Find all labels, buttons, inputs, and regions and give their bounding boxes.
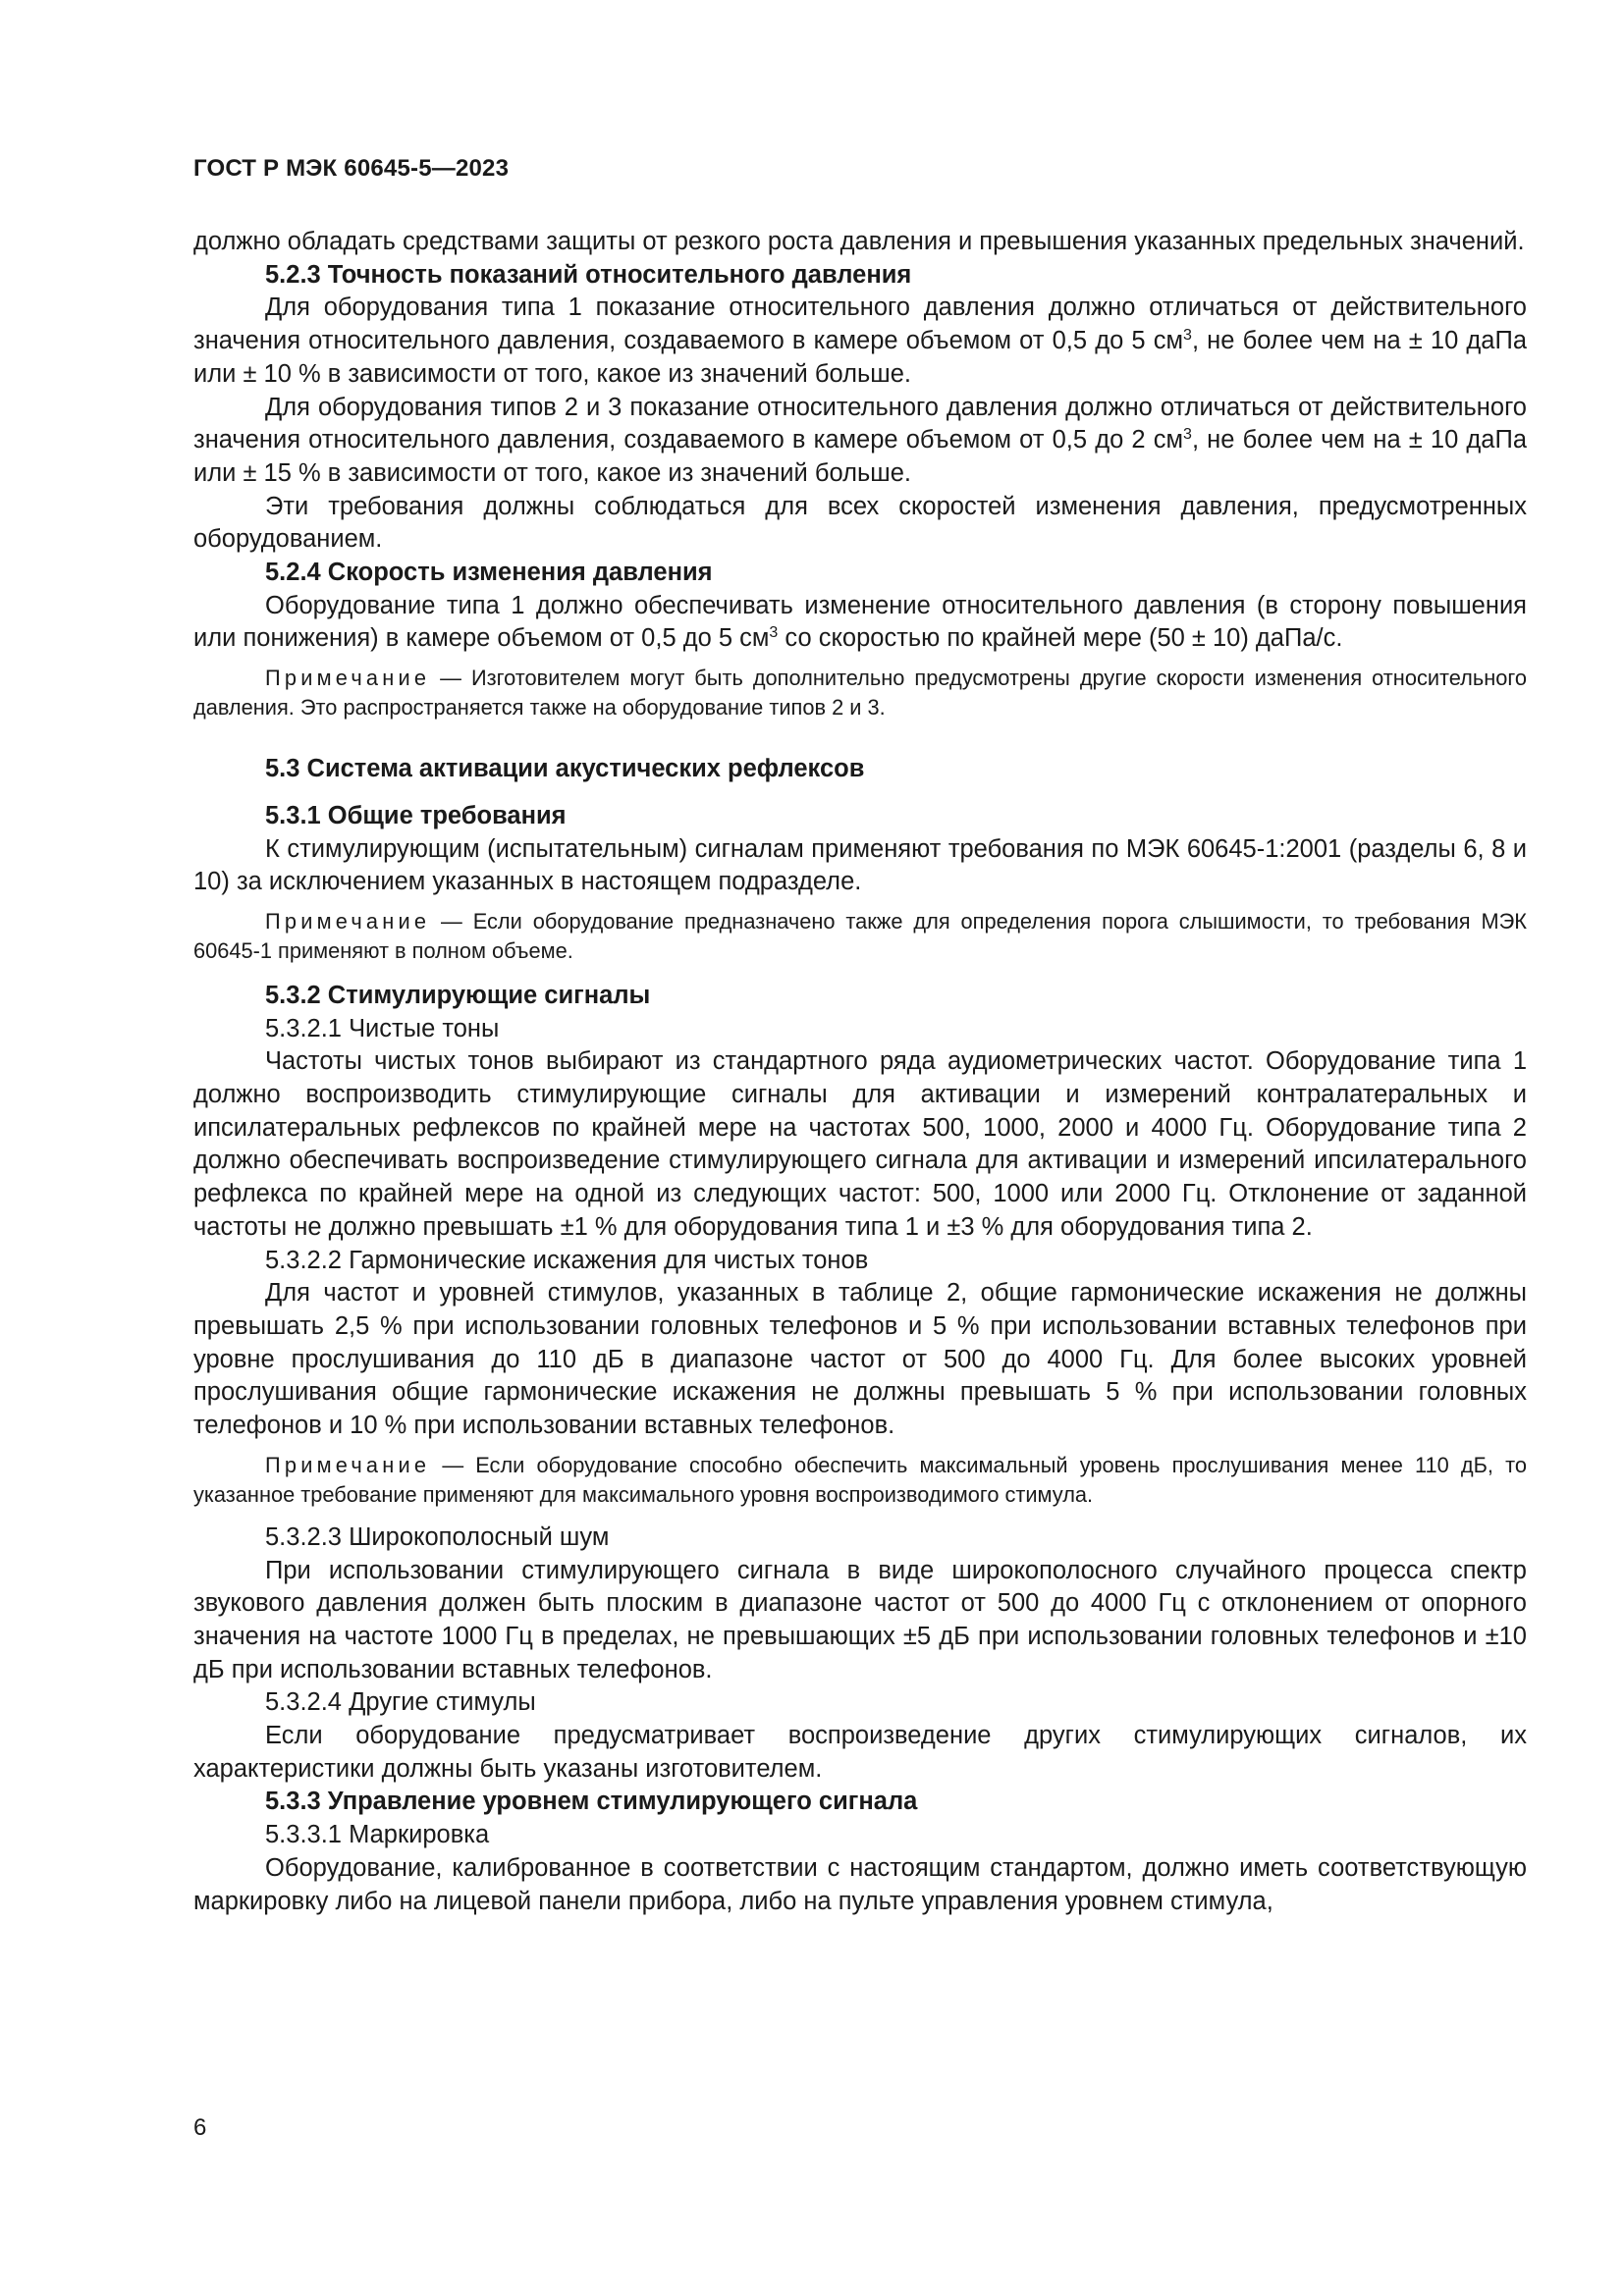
paragraph: Оборудование, калиброванное в соответствии с настоящим стандартом, должно иметь соответствующую маркировку либо на лицевой панели прибора, либо на пульте управления уровнем стимула, xyxy=(193,1853,1527,1915)
note: Примечание — Изготовителем могут быть дополнительно предусмотрены другие скорости изменения относительного давления. Это распространяется также на оборудование типов 2 и 3. xyxy=(193,666,1527,721)
document-body xyxy=(193,226,1527,1918)
subheading-5-3-3-1: 5.3.3.1 Маркировка xyxy=(265,1821,490,1849)
heading-5-3-1: 5.3.1 Общие требования xyxy=(265,801,567,829)
heading-5-3-2: 5.3.2 Стимулирующие сигналы xyxy=(265,981,651,1009)
note-label: Примечание xyxy=(265,1452,431,1477)
subheading-5-3-2-1: 5.3.2.1 Чистые тоны xyxy=(265,1014,500,1042)
paragraph: должно обладать средствами защиты от резкого роста давления и превышения указанных предельных значений. xyxy=(193,228,1525,255)
note-label: Примечание xyxy=(265,666,431,691)
paragraph: Частоты чистых тонов выбирают из стандартного ряда аудиометрических частот. Оборудование типа 1 должно воспроизводить стимулирующие сигналы для активации и измерений контралатеральных и ипсилатеральных рефлексов по крайней мере на частотах 500, 1000, 2000 и 4000 Гц. Оборудование типа 2 должно обеспечивать воспроизведение стимулирующего сигнала для активации и измерений ипсилатерального рефлекса по крайней мере на одной из следующих частот: 500, 1000 или 2000 Гц. Отклонение от заданной частоты не должно превышать ±1 % для оборудования типа 1 и ±3 % для оборудования типа 2. xyxy=(193,1047,1527,1241)
heading-5-3-3: 5.3.3 Управление уровнем стимулирующего сигнала xyxy=(265,1788,918,1816)
note: Примечание — Если оборудование способно обеспечить максимальный уровень прослушивания менее 110 дБ, то указанное требование применяют для максимального уровня воспроизводимого стимула. xyxy=(193,1452,1527,1507)
paragraph: Для частот и уровней стимулов, указанных в таблице 2, общие гармонические искажения не должны превышать 2,5 % при использовании головных телефонов и 5 % при использовании вставных телефонов при уровне прослушивания до 110 дБ в диапазоне частот от 500 до 4000 Гц. Для более высоких уровней прослушивания общие гармонические искажения не должны превышать 5 % при использовании головных телефонов и 10 % при использовании вставных телефонов. xyxy=(193,1279,1527,1440)
heading-5-3: 5.3 Система активации акустических рефлексов xyxy=(265,755,865,783)
subheading-5-3-2-4: 5.3.2.4 Другие стимулы xyxy=(265,1688,536,1717)
paragraph: Оборудование типа 1 должно обеспечивать изменение относительного давления (в сторону повышения или понижения) в камере объемом от 0,5 до 5 $см^3$ со скоростью по крайней мере (50 ± 10) даПа/с. xyxy=(193,591,1527,653)
page-number: 6 xyxy=(193,2114,207,2141)
heading-5-2-3: 5.2.3 Точность показаний относительного давления xyxy=(265,260,912,289)
paragraph: Для оборудования типов 2 и 3 показание относительного давления должно отличаться от действительного значения относительного давления, создаваемого в камере объемом от 0,5 до 2 $см^3$, не более чем на ± 10 даПа или ± 15 % в зависимости от того, какое из значений больше. xyxy=(193,393,1527,487)
note-label: Примечание xyxy=(265,908,431,934)
document-header: ГОСТ Р МЭК 60645-5—2023 xyxy=(193,155,510,182)
paragraph: К стимулирующим (испытательным) сигналам применяют требования по МЭК 60645-1:2001 (разделы 6, 8 и 10) за исключением указанных в настоящем подразделе. xyxy=(193,834,1527,896)
subheading-5-3-2-3: 5.3.2.3 Широкополосный шум xyxy=(265,1522,610,1551)
paragraph: Эти требования должны соблюдаться для всех скоростей изменения давления, предусмотренных оборудованием. xyxy=(193,492,1527,554)
heading-5-2-4: 5.2.4 Скорость изменения давления xyxy=(265,559,713,587)
paragraph: При использовании стимулирующего сигнала в виде широкополосного случайного процесса спектр звукового давления должен быть плоским в диапазоне частот от 500 до 4000 Гц с отклонением от опорного значения на частоте 1000 Гц в пределах, не превышающих ±5 дБ при использовании головных телефонов и ±10 дБ при использовании вставных телефонов. xyxy=(193,1556,1527,1683)
paragraph: Если оборудование предусматривает воспроизведение других стимулирующих сигналов, их характеристики должны быть указаны изготовителем. xyxy=(193,1722,1527,1783)
paragraph: Для оборудования типа 1 показание относительного давления должно отличаться от действительного значения относительного давления, создаваемого в камере объемом от 0,5 до 5 $см^3$, не более чем на ± 10 даПа или ± 10 % в зависимости от того, какое из значений больше. xyxy=(193,294,1527,388)
subheading-5-3-2-2: 5.3.2.2 Гармонические искажения для чистых тонов xyxy=(265,1246,869,1274)
note: Примечание — Если оборудование предназначено также для определения порога слышимости, то требования МЭК 60645-1 применяют в полном объеме. xyxy=(193,908,1527,963)
